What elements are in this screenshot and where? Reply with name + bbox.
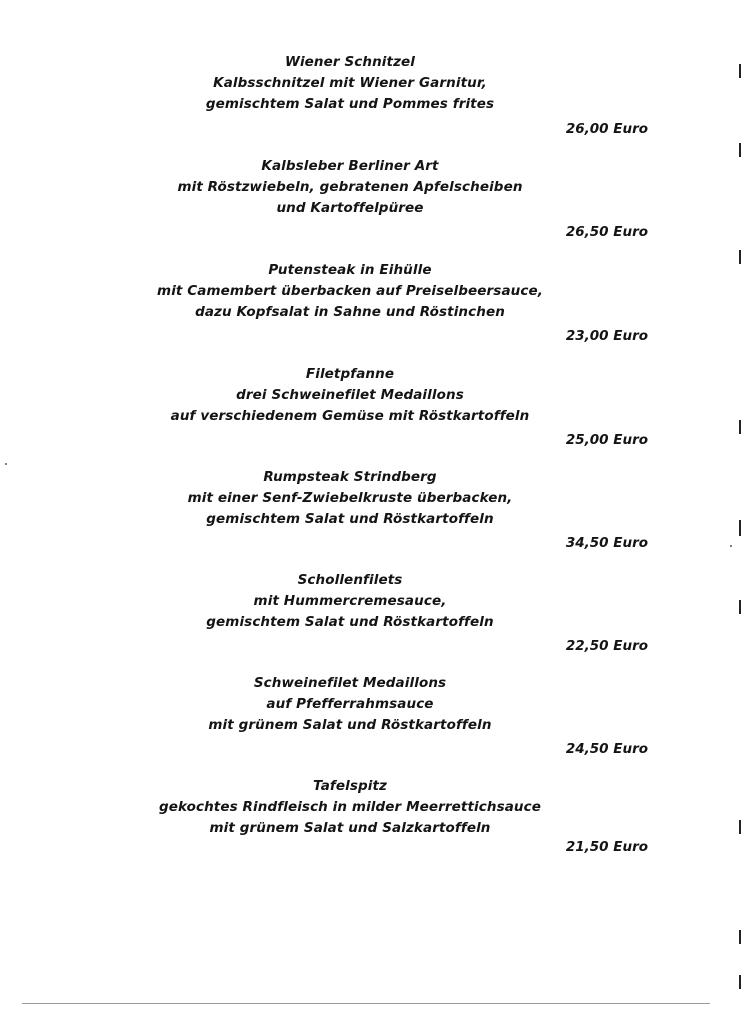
dish-price: 25,00 Euro [565,432,648,448]
dish-name: Putensteak in Eihülle [268,262,432,278]
scan-speck [730,545,732,547]
dish-price: 21,50 Euro [565,839,648,855]
dish-price: 23,00 Euro [565,328,648,344]
dish-description: gekochtes Rindfleisch in milder Meerrettichsauce [159,799,541,815]
scan-edge-mark [739,600,741,614]
scan-edge-mark [739,930,741,944]
dish-description: auf Pfefferrahmsauce [266,696,434,712]
dish-description: Kalbsschnitzel mit Wiener Garnitur, [213,75,487,91]
dish-description: dazu Kopfsalat in Sahne und Röstinchen [195,304,505,320]
bottom-divider [22,1003,710,1004]
scan-edge-mark [739,520,741,536]
dish-price: 26,50 Euro [565,224,648,240]
dish-description: und Kartoffelpüree [276,200,424,216]
scan-edge-mark [739,975,741,989]
dish-description: mit Camembert überbacken auf Preiselbeersauce, [157,283,543,299]
scan-edge-mark [739,143,741,157]
dish-description: gemischtem Salat und Röstkartoffeln [206,511,494,527]
dish-description: gemischtem Salat und Pommes frites [205,96,495,112]
dish-name: Kalbsleber Berliner Art [261,158,439,174]
dish-name: Tafelspitz [312,778,387,794]
dish-description: mit Hummercremesauce, [253,593,447,609]
dish-price: 26,00 Euro [565,121,648,137]
dish-name: Filetpfanne [305,366,395,382]
scan-edge-mark [739,250,741,264]
dish-price: 34,50 Euro [565,535,648,551]
dish-price: 22,50 Euro [565,638,648,654]
dish-description: drei Schweinefilet Medaillons [236,387,464,403]
scan-edge-mark [739,420,741,434]
dish-description: mit grünem Salat und Salzkartoffeln [209,820,491,836]
dish-name: Schollenfilets [297,572,403,588]
scan-edge-mark [739,820,741,834]
scan-edge-mark [739,64,741,78]
dish-price: 24,50 Euro [565,741,648,757]
dish-description: auf verschiedenem Gemüse mit Röstkartoffeln [170,408,530,424]
dish-name: Wiener Schnitzel [284,54,416,70]
scan-speck [5,463,7,465]
dish-name: Rumpsteak Strindberg [263,469,437,485]
dish-name: Schweinefilet Medaillons [253,675,447,691]
dish-description: mit Röstzwiebeln, gebratenen Apfelscheiben [177,179,523,195]
dish-description: mit grünem Salat und Röstkartoffeln [208,717,492,733]
dish-description: gemischtem Salat und Röstkartoffeln [206,614,494,630]
dish-description: mit einer Senf-Zwiebelkruste überbacken, [187,490,513,506]
